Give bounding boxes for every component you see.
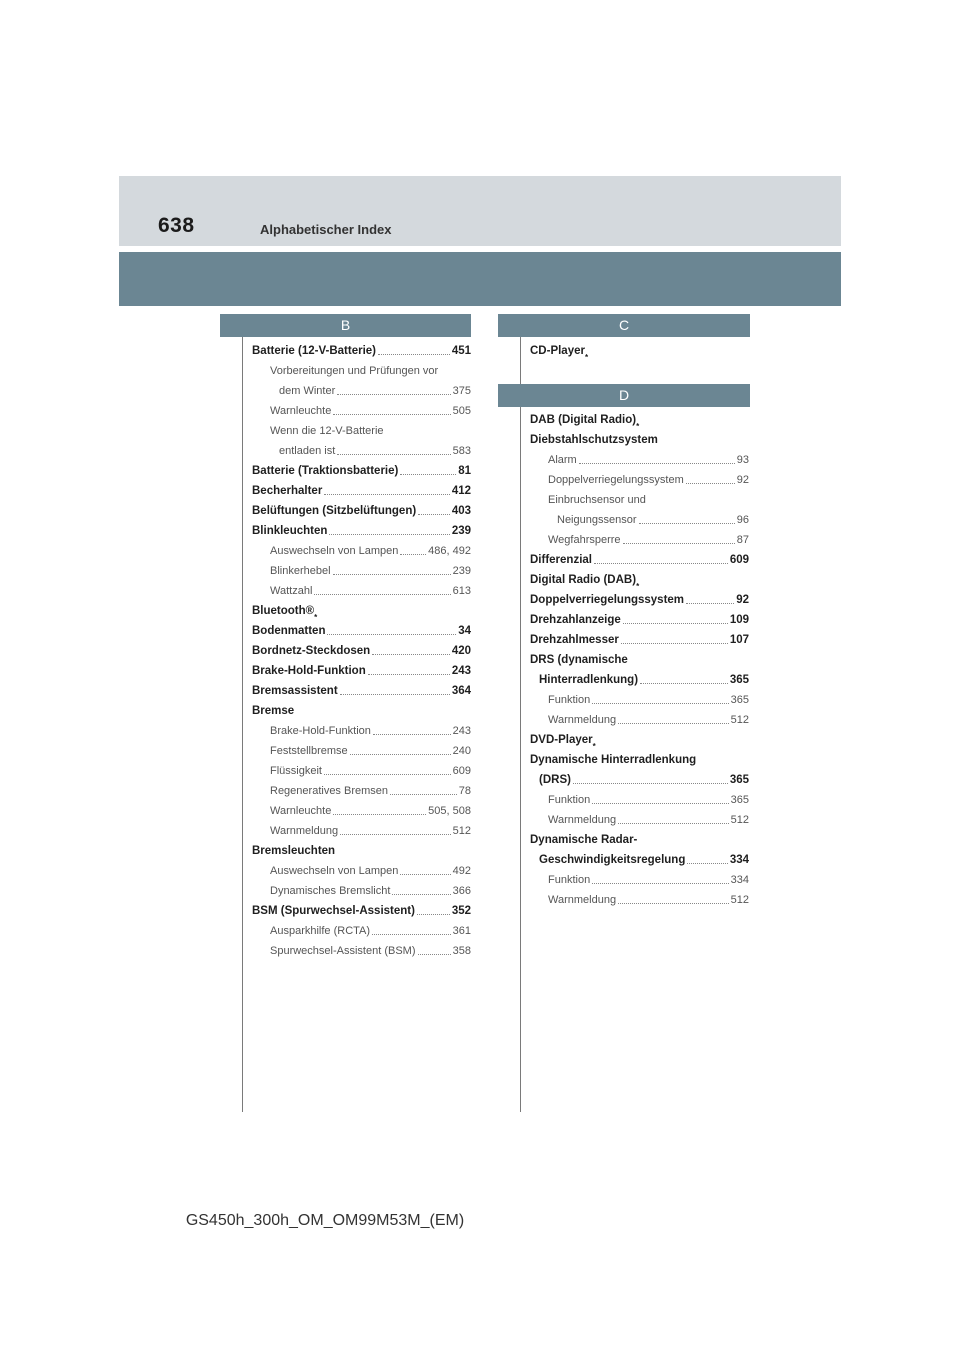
- index-entry-page: 609: [729, 553, 749, 566]
- index-entry: [252, 581, 471, 601]
- index-entry-page: 361: [452, 924, 471, 937]
- index-entry: [252, 801, 471, 821]
- index-entry-text: Auswechseln von Lampen: [270, 544, 399, 557]
- leader-dots: [378, 354, 450, 355]
- leader-dots: [337, 454, 450, 455]
- index-entry-page: 96: [736, 513, 749, 526]
- index-entry-page: 78: [458, 784, 471, 797]
- index-entry-page: 239: [451, 524, 471, 537]
- index-entry-page: 609: [452, 764, 471, 777]
- index-entry-page: 512: [730, 893, 749, 906]
- leader-dots: [400, 874, 450, 875]
- index-entry-text: Feststellbremse: [270, 744, 348, 757]
- index-entry-text: Funktion: [548, 693, 591, 706]
- index-entry: [530, 630, 749, 650]
- index-entry: [252, 721, 471, 741]
- index-entry: [530, 750, 749, 770]
- index-entry-text: Differenzial: [530, 553, 592, 566]
- leader-dots: [400, 554, 426, 555]
- leader-dots: [417, 914, 450, 915]
- column-rule-left: [242, 336, 243, 1112]
- index-entry: [530, 690, 749, 710]
- index-entry: [252, 401, 471, 421]
- index-entry-page: 93: [736, 453, 749, 466]
- index-entry-text: Warnmeldung: [548, 893, 617, 906]
- document-code: GS450h_300h_OM_OM99M53M_(EM): [185, 1212, 465, 1229]
- leader-dots: [579, 463, 735, 464]
- index-entry-page: 34: [458, 624, 471, 637]
- index-entry: [530, 510, 749, 530]
- column-rule-middle: [520, 336, 521, 1112]
- leader-dots: [324, 494, 450, 495]
- index-column-b: [252, 341, 471, 961]
- index-entry-page: 365: [730, 793, 749, 806]
- index-entry: DVD-Player *: [530, 733, 596, 751]
- leader-dots: [686, 603, 734, 604]
- index-entry-page: 512: [452, 824, 471, 837]
- index-column-c: [530, 341, 749, 361]
- index-entry-page: 375: [452, 384, 471, 397]
- leader-dots: [592, 883, 728, 884]
- index-entry: [530, 670, 749, 690]
- index-entry: [252, 901, 471, 921]
- index-entry: [252, 761, 471, 781]
- index-entry: [530, 590, 749, 610]
- index-entry-text: (DRS): [539, 773, 571, 786]
- leader-dots: [368, 674, 450, 675]
- index-entry-text: Ausparkhilfe (RCTA): [270, 924, 371, 937]
- index-entry-text: Auswechseln von Lampen: [270, 864, 399, 877]
- index-entry-page: 412: [451, 484, 471, 497]
- leader-dots: [340, 694, 450, 695]
- leader-dots: [390, 794, 457, 795]
- index-entry: [530, 430, 749, 450]
- index-entry-text: Dynamisches Bremslicht: [270, 884, 391, 897]
- index-entry-text: Drehzahlanzeige: [530, 613, 621, 626]
- index-entry-text: Brake-Hold-Funktion: [270, 724, 371, 737]
- leader-dots: [418, 954, 451, 955]
- index-entry-text: DRS (dynamische: [530, 653, 628, 666]
- index-entry-text: DVD-Player: [530, 733, 593, 746]
- index-entry: [252, 841, 471, 861]
- index-entry: [252, 421, 471, 441]
- index-entry-page: 451: [451, 344, 471, 357]
- index-entry-text: Geschwindigkeitsregelung: [539, 853, 686, 866]
- index-entry: CD-Player *: [530, 344, 589, 362]
- index-entry-page: 243: [452, 724, 471, 737]
- index-entry-page: 505, 508: [428, 804, 471, 817]
- leader-dots: [686, 483, 735, 484]
- index-column-d: [530, 410, 749, 910]
- index-entry-page: 243: [451, 664, 471, 677]
- leader-dots: [623, 623, 728, 624]
- index-entry-text: entladen ist: [279, 444, 336, 457]
- index-entry-text: Bremsleuchten: [252, 844, 336, 857]
- index-entry-page: 486, 492: [428, 544, 471, 557]
- index-entry-text: Becherhalter: [252, 484, 323, 497]
- index-entry: [252, 941, 471, 961]
- index-entry: [252, 641, 471, 661]
- index-entry-text: Warnmeldung: [548, 713, 617, 726]
- index-entry-text: Batterie (Traktionsbatterie): [252, 464, 399, 477]
- index-entry: [252, 481, 471, 501]
- index-entry-text: Bodenmatten: [252, 624, 326, 637]
- index-entry-page: 334: [730, 873, 749, 886]
- index-entry-page: 364: [451, 684, 471, 697]
- index-entry-text: Digital Radio (DAB): [530, 573, 637, 586]
- index-entry-page: 352: [451, 904, 471, 917]
- leader-dots: [687, 863, 727, 864]
- section-header-c: C: [498, 314, 750, 337]
- index-entry: [530, 810, 749, 830]
- index-entry-text: Flüssigkeit: [270, 764, 322, 777]
- leader-dots: [392, 894, 450, 895]
- leader-dots: [372, 654, 450, 655]
- index-entry-text: Wegfahrsperre: [548, 533, 621, 546]
- index-entry-page: 420: [451, 644, 471, 657]
- leader-dots: [350, 754, 451, 755]
- index-entry-page: 92: [736, 473, 749, 486]
- header-band: [119, 176, 841, 246]
- index-entry-page: 512: [730, 813, 749, 826]
- index-entry: [530, 710, 749, 730]
- index-entry: [252, 541, 471, 561]
- index-entry-text: Bordnetz-Steckdosen: [252, 644, 371, 657]
- leader-dots: [639, 523, 735, 524]
- index-entry-text: Spurwechsel-Assistent (BSM): [270, 944, 416, 957]
- index-entry-page: 334: [729, 853, 749, 866]
- leader-dots: [640, 683, 728, 684]
- index-entry-page: 512: [730, 713, 749, 726]
- index-entry: [252, 741, 471, 761]
- index-entry: DAB (Digital Radio) *: [530, 413, 640, 431]
- index-entry: [252, 701, 471, 721]
- leader-dots: [400, 474, 456, 475]
- index-entry-text: Bremse: [252, 704, 295, 717]
- index-entry: [252, 921, 471, 941]
- index-entry-text: Warnmeldung: [548, 813, 617, 826]
- index-entry: Digital Radio (DAB) *: [530, 573, 640, 591]
- index-entry-text: Einbruchsensor und: [548, 493, 646, 506]
- index-entry: [252, 681, 471, 701]
- index-entry-text: Wenn die 12-V-Batterie: [270, 424, 384, 437]
- index-entry: [252, 441, 471, 461]
- leader-dots: [333, 414, 450, 415]
- index-entry: [252, 821, 471, 841]
- index-entry: [530, 770, 749, 790]
- leader-dots: [592, 803, 728, 804]
- index-entry-page: 365: [730, 693, 749, 706]
- index-entry: [252, 881, 471, 901]
- index-entry: Bluetooth® *: [252, 604, 318, 622]
- index-entry-text: dem Winter: [279, 384, 336, 397]
- index-entry-page: 87: [736, 533, 749, 546]
- index-entry-text: Funktion: [548, 793, 591, 806]
- index-entry: [252, 561, 471, 581]
- leader-dots: [329, 534, 449, 535]
- leader-dots: [327, 634, 456, 635]
- index-entry-text: Vorbereitungen und Prüfungen vor: [270, 364, 439, 377]
- index-entry-text: Alarm: [548, 453, 577, 466]
- index-entry: [252, 501, 471, 521]
- index-entry-text: Regeneratives Bremsen: [270, 784, 389, 797]
- leader-dots: [372, 934, 451, 935]
- index-entry: [530, 650, 749, 670]
- index-entry-text: Diebstahlschutzsystem: [530, 433, 658, 446]
- index-entry-text: BSM (Spurwechsel-Assistent): [252, 904, 415, 917]
- index-entry-text: Warnmeldung: [270, 824, 339, 837]
- leader-dots: [573, 783, 728, 784]
- index-entry: [530, 610, 749, 630]
- index-entry-page: 358: [452, 944, 471, 957]
- index-entry: [530, 470, 749, 490]
- index-entry-page: 240: [452, 744, 471, 757]
- index-entry: [252, 361, 471, 381]
- index-entry: [252, 381, 471, 401]
- leader-dots: [373, 734, 451, 735]
- index-entry-text: Brake-Hold-Funktion: [252, 664, 366, 677]
- page-number: 638: [158, 214, 195, 237]
- index-entry-page: 505: [452, 404, 471, 417]
- index-entry: [252, 461, 471, 481]
- index-entry: [252, 861, 471, 881]
- index-entry-text: Wattzahl: [270, 584, 313, 597]
- index-entry-text: Blinkerhebel: [270, 564, 331, 577]
- index-entry-text: Drehzahlmesser: [530, 633, 619, 646]
- index-entry-page: 92: [736, 593, 749, 606]
- leader-dots: [333, 814, 426, 815]
- index-entry-text: Batterie (12-V-Batterie): [252, 344, 376, 357]
- index-entry: [252, 781, 471, 801]
- index-entry-text: Neigungssensor: [557, 513, 637, 526]
- index-entry: [530, 830, 749, 850]
- index-entry-text: Dynamische Hinterradlenkung: [530, 753, 697, 766]
- index-entry: [530, 850, 749, 870]
- index-entry-page: 365: [729, 673, 749, 686]
- index-entry-page: 403: [451, 504, 471, 517]
- index-entry: [252, 521, 471, 541]
- index-entry: [530, 550, 749, 570]
- index-entry-text: Belüftungen (Sitzbelüftungen): [252, 504, 417, 517]
- index-entry-text: Bremsassistent: [252, 684, 338, 697]
- leader-dots: [594, 563, 728, 564]
- index-entry: [530, 450, 749, 470]
- index-entry: [252, 341, 471, 361]
- header-bar: [119, 252, 841, 306]
- index-entry: [252, 621, 471, 641]
- index-entry: [530, 530, 749, 550]
- index-entry-page: 492: [452, 864, 471, 877]
- page-title: Alphabetischer Index: [260, 222, 392, 237]
- index-entry-text: Dynamische Radar-: [530, 833, 638, 846]
- index-entry: [530, 890, 749, 910]
- section-header-d: D: [498, 384, 750, 407]
- leader-dots: [623, 543, 735, 544]
- index-entry: [530, 790, 749, 810]
- leader-dots: [418, 514, 450, 515]
- index-entry-page: 107: [729, 633, 749, 646]
- leader-dots: [618, 723, 729, 724]
- leader-dots: [340, 834, 451, 835]
- index-entry-page: 239: [452, 564, 471, 577]
- leader-dots: [314, 594, 450, 595]
- section-header-b: B: [220, 314, 471, 337]
- index-entry-page: 583: [452, 444, 471, 457]
- index-entry-text: Doppelverriegelungssystem: [548, 473, 684, 486]
- index-entry: [530, 870, 749, 890]
- leader-dots: [333, 574, 451, 575]
- leader-dots: [324, 774, 451, 775]
- leader-dots: [621, 643, 728, 644]
- index-entry-page: 81: [458, 464, 471, 477]
- leader-dots: [337, 394, 450, 395]
- index-entry-page: 365: [729, 773, 749, 786]
- leader-dots: [592, 703, 728, 704]
- index-entry-text: Bluetooth®: [252, 604, 315, 617]
- index-entry-text: Warnleuchte: [270, 404, 332, 417]
- index-entry-page: 366: [452, 884, 471, 897]
- index-entry-text: Funktion: [548, 873, 591, 886]
- index-entry-page: 109: [729, 613, 749, 626]
- index-entry-text: CD-Player: [530, 344, 585, 357]
- leader-dots: [618, 903, 729, 904]
- index-entry-text: Hinterradlenkung): [539, 673, 639, 686]
- index-entry-text: Doppelverriegelungssystem: [530, 593, 685, 606]
- index-entry-page: 613: [452, 584, 471, 597]
- index-entry-text: Warnleuchte: [270, 804, 332, 817]
- leader-dots: [618, 823, 729, 824]
- index-entry: [252, 661, 471, 681]
- index-entry-text: Blinkleuchten: [252, 524, 328, 537]
- index-entry: [530, 490, 749, 510]
- index-entry-text: DAB (Digital Radio): [530, 413, 637, 426]
